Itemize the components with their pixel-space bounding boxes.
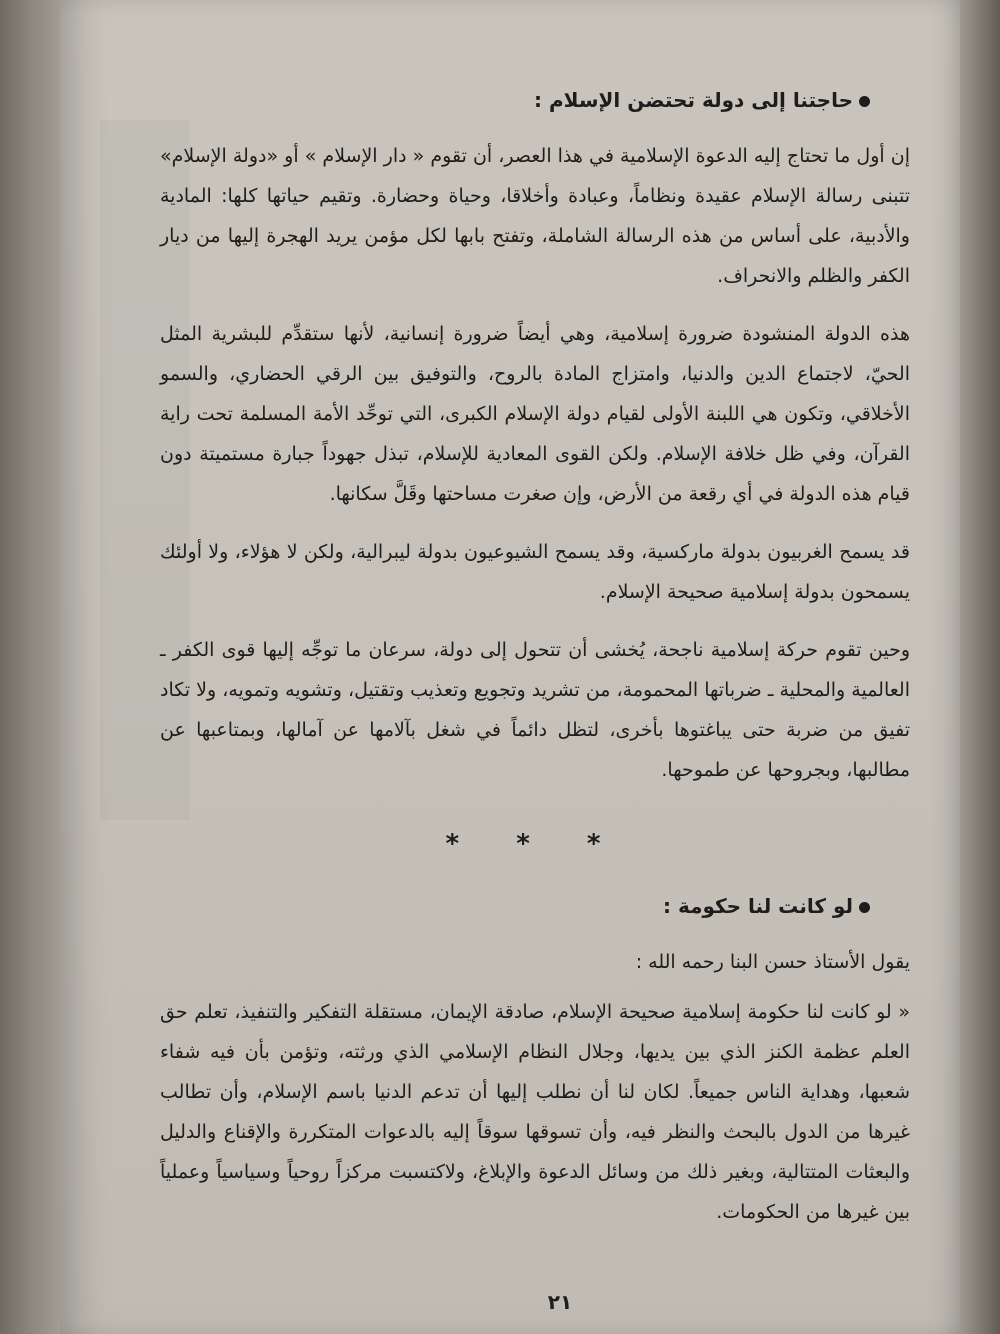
page-number: ٢١ bbox=[547, 1290, 573, 1314]
bullet-icon bbox=[859, 96, 870, 107]
next-page-edge bbox=[960, 0, 1000, 1334]
section-separator: * * * bbox=[445, 829, 625, 859]
section-heading-2 bbox=[160, 886, 910, 926]
section-heading-2-text: لو كانت لنا حكومة : bbox=[663, 894, 853, 918]
paragraph-2: هذه الدولة المنشودة ضرورة إسلامية، وهي أيضاً ضرورة إنسانية، لأنها ستقدِّم للبشرية المثل الحيّ، لاجتماع الدين والدنيا، وامتزاج المادة بالروح، والتوفيق بين الرقي الحضاري، والسمو الأخلاقي، وتكون هي اللبنة الأولى لقيام دولة الإسلام الكبرى، التي توحِّد الأمة المسلمة تحت راية القرآن، وفي ظل خلافة الإسلام. ولكن القوى المعادية للإسلام، تبذل جهوداً جبارة مستميتة دون قيام هذه الدولة في أي رقعة من الأرض، وإن صغرت مساحتها وقَلَّ سكانها. bbox=[160, 323, 910, 505]
section-heading-1 bbox=[160, 80, 910, 120]
paragraph-1: إن أول ما تحتاج إليه الدعوة الإسلامية في هذا العصر، أن تقوم « دار الإسلام » أو «دولة الإسلام» تتبنى رسالة الإسلام عقيدة ونظاماً، وعبادة وأخلاقا، وحياة وحضارة. وتقيم حياتها كلها: المادية والأدبية، على أساس من هذه الرسالة الشاملة، وتفتح بابها لكل مؤمن يريد الهجرة إليها من ديار الكفر والظلم والانحراف. bbox=[160, 145, 910, 287]
section-heading-1-text: حاجتنا إلى دولة تحتضن الإسلام : bbox=[534, 88, 853, 112]
page-content bbox=[160, 80, 910, 1250]
paragraph-6: « لو كانت لنا حكومة إسلامية صحيحة الإسلام، صادقة الإيمان، مستقلة التفكير والتنفيذ، تعلم حق العلم عظمة الكنز الذي بين يديها، وجلال النظام الإسلامي الذي ورثته، وتؤمن بأن فيه شفاء شعبها، وهداية الناس جميعاً. لكان لنا أن نطلب إليها أن تدعم الدنيا باسم الإسلام، وأن تطالب غيرها من الدول بالبحث والنظر فيه، وأن تسوقها سوقاً إليه بالدعوات المتكررة والإقناع والدليل والبعثات المتتالية، وبغير ذلك من وسائل الدعوة والإبلاغ، ولاكتسبت مركزاً روحياً وسياسياً وعملياً بين غيرها من الحكومات. bbox=[160, 1001, 910, 1223]
paragraph-5: يقول الأستاذ حسن البنا رحمه الله : bbox=[635, 951, 910, 973]
bullet-icon bbox=[859, 902, 870, 913]
paragraph-3: قد يسمح الغربيون بدولة ماركسية، وقد يسمح الشيوعيون بدولة ليبرالية، ولكن لا هؤلاء، ولا أولئك يسمحون بدولة إسلامية صحيحة الإسلام. bbox=[160, 541, 910, 603]
paragraph-4: وحين تقوم حركة إسلامية ناجحة، يُخشى أن تتحول إلى دولة، سرعان ما توجِّه إليها قوى الكفر ـ العالمية والمحلية ـ ضرباتها المحمومة، من تشريد وتجويع وتعذيب وتقتيل، وتشويه وتمويه، ولا تكاد تفيق من ضربة حتى يباغتوها بأخرى، لتظل دائماً في شغل بآلامها عن آمالها، وبمتاعبها عن مطالبها، وبجروحها عن طموحها. bbox=[160, 639, 910, 781]
